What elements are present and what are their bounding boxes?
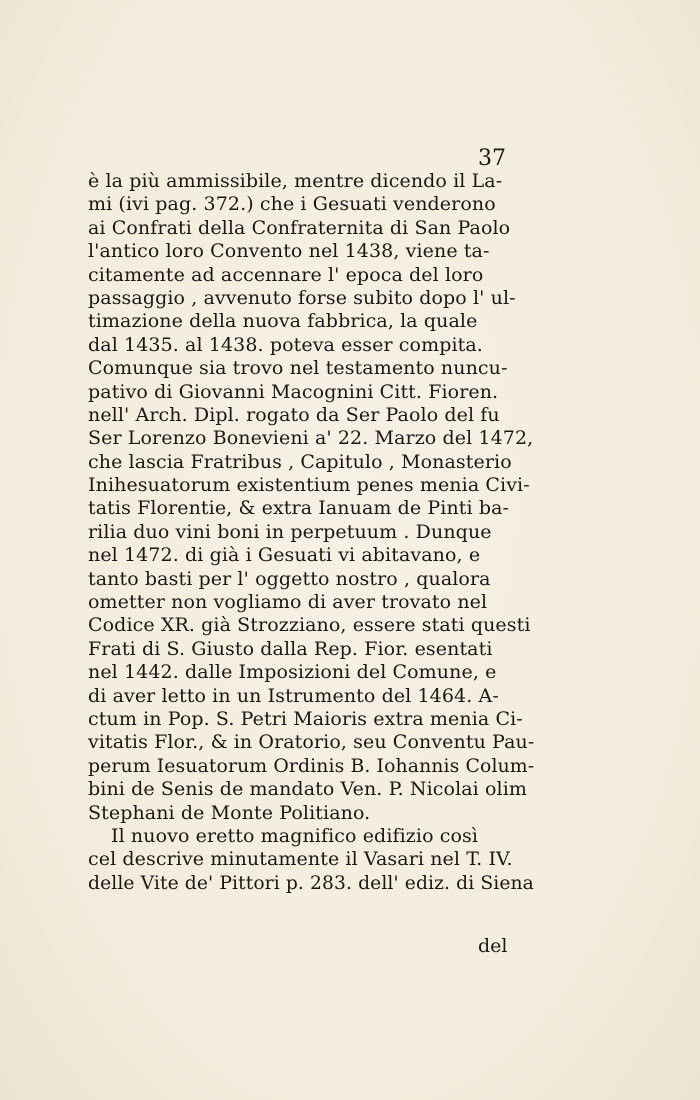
text-line-26 [88, 755, 534, 778]
text-line-24-content: ctum in Pop. S. Petri Maioris extra menia Ci- [88, 707, 523, 730]
text-line-6-content: passaggio , avvenuto forse subito dopo l' ul- [88, 286, 516, 309]
text-line-17 [88, 544, 534, 567]
text-line-3 [88, 217, 534, 240]
text-line-11-content: nell' Arch. Dipl. rogato da Ser Paolo del fu [88, 403, 500, 426]
text-line-13 [88, 451, 534, 474]
text-line-21-content: Frati di S. Giusto dalla Rep. Fior. esentati [88, 637, 493, 660]
text-line-2 [88, 193, 534, 216]
text-line-25 [88, 731, 534, 754]
text-line-8 [88, 334, 534, 357]
text-line-15 [88, 497, 534, 520]
text-line-29 [88, 825, 534, 848]
text-line-12 [88, 427, 534, 450]
text-line-10-content: pativo di Giovanni Macognini Citt. Fioren. [88, 380, 499, 403]
text-line-7 [88, 310, 534, 333]
text-line-11 [88, 404, 534, 427]
text-line-2-content: mi (ivi pag. 372.) che i Gesuati venderono [88, 193, 496, 216]
text-line-22-content: nel 1442. dalle Imposizioni del Comune, e [88, 661, 497, 684]
text-line-26-content: perum Iesuatorum Ordinis B. Iohannis Colum- [88, 754, 535, 777]
text-line-31-content: delle Vite de' Pittori p. 283. dell' ediz. di Siena [88, 871, 534, 894]
text-line-8-content: dal 1435. al 1438. poteva esser compita. [88, 333, 483, 356]
page-number: 37 [478, 146, 506, 171]
text-line-18-content: tanto basti per l' oggetto nostro , qualora [88, 567, 491, 590]
text-line-27-content: bini de Senis de mandato Ven. P. Nicolai olim [88, 778, 527, 801]
text-line-17-content: nel 1472. di già i Gesuati vi abitavano, e [88, 544, 481, 567]
text-line-25-content: vitatis Flor., & in Oratorio, seu Conventu Pau- [88, 731, 535, 754]
text-line-5 [88, 264, 534, 287]
text-line-19 [88, 591, 534, 614]
text-line-22 [88, 661, 534, 684]
text-line-1 [88, 170, 534, 193]
catchword: del [478, 935, 508, 957]
text-line-30-content: cel descrive minutamente il Vasari nel T. IV. [88, 848, 513, 871]
text-line-16 [88, 521, 534, 544]
text-line-13-content: che lascia Fratribus , Capitulo , Monasterio [88, 450, 512, 473]
text-line-10 [88, 381, 534, 404]
text-line-27 [88, 778, 534, 801]
text-line-9 [88, 357, 534, 380]
text-line-7-content: timazione della nuova fabbrica, la quale [88, 310, 478, 333]
text-line-5-content: citamente ad accennare l' epoca del loro [88, 263, 484, 286]
text-line-1-content: è la più ammissibile, mentre dicendo il La- [88, 170, 503, 192]
text-line-18 [88, 568, 534, 591]
text-line-30 [88, 848, 534, 871]
text-line-28 [88, 802, 534, 825]
text-line-31 [88, 872, 534, 895]
text-line-15-content: tatis Florentie, & extra Ianuam de Pinti ba- [88, 497, 510, 520]
text-line-14-content: Inihesuatorum existentium penes menia Civi- [88, 474, 530, 497]
text-line-28-content: Stephani de Monte Politiano. [88, 801, 371, 824]
body-text [88, 170, 534, 895]
text-line-3-content: ai Confrati della Confraternita di San Paolo [88, 216, 511, 239]
text-line-23 [88, 685, 534, 708]
text-line-12-content: Ser Lorenzo Bonevieni a' 22. Marzo del 1472, [88, 427, 534, 450]
text-line-21 [88, 638, 534, 661]
text-line-29-content: Il nuovo eretto magnifico edifizio così [111, 824, 479, 847]
text-line-9-content: Comunque sia trovo nel testamento nuncu- [88, 357, 508, 380]
text-line-14 [88, 474, 534, 497]
text-line-6 [88, 287, 534, 310]
text-line-16-content: rilia duo vini boni in perpetuum . Dunque [88, 520, 492, 543]
text-line-20-content: Codice XR. già Strozziano, essere stati questi [88, 614, 531, 637]
text-line-23-content: di aver letto in un Istrumento del 1464. A- [88, 684, 499, 707]
text-line-19-content: ometter non vogliamo di aver trovato nel [88, 591, 488, 614]
text-line-4-content: l'antico loro Convento nel 1438, viene ta- [88, 240, 490, 263]
text-line-20 [88, 614, 534, 637]
text-line-24 [88, 708, 534, 731]
text-line-4 [88, 240, 534, 263]
